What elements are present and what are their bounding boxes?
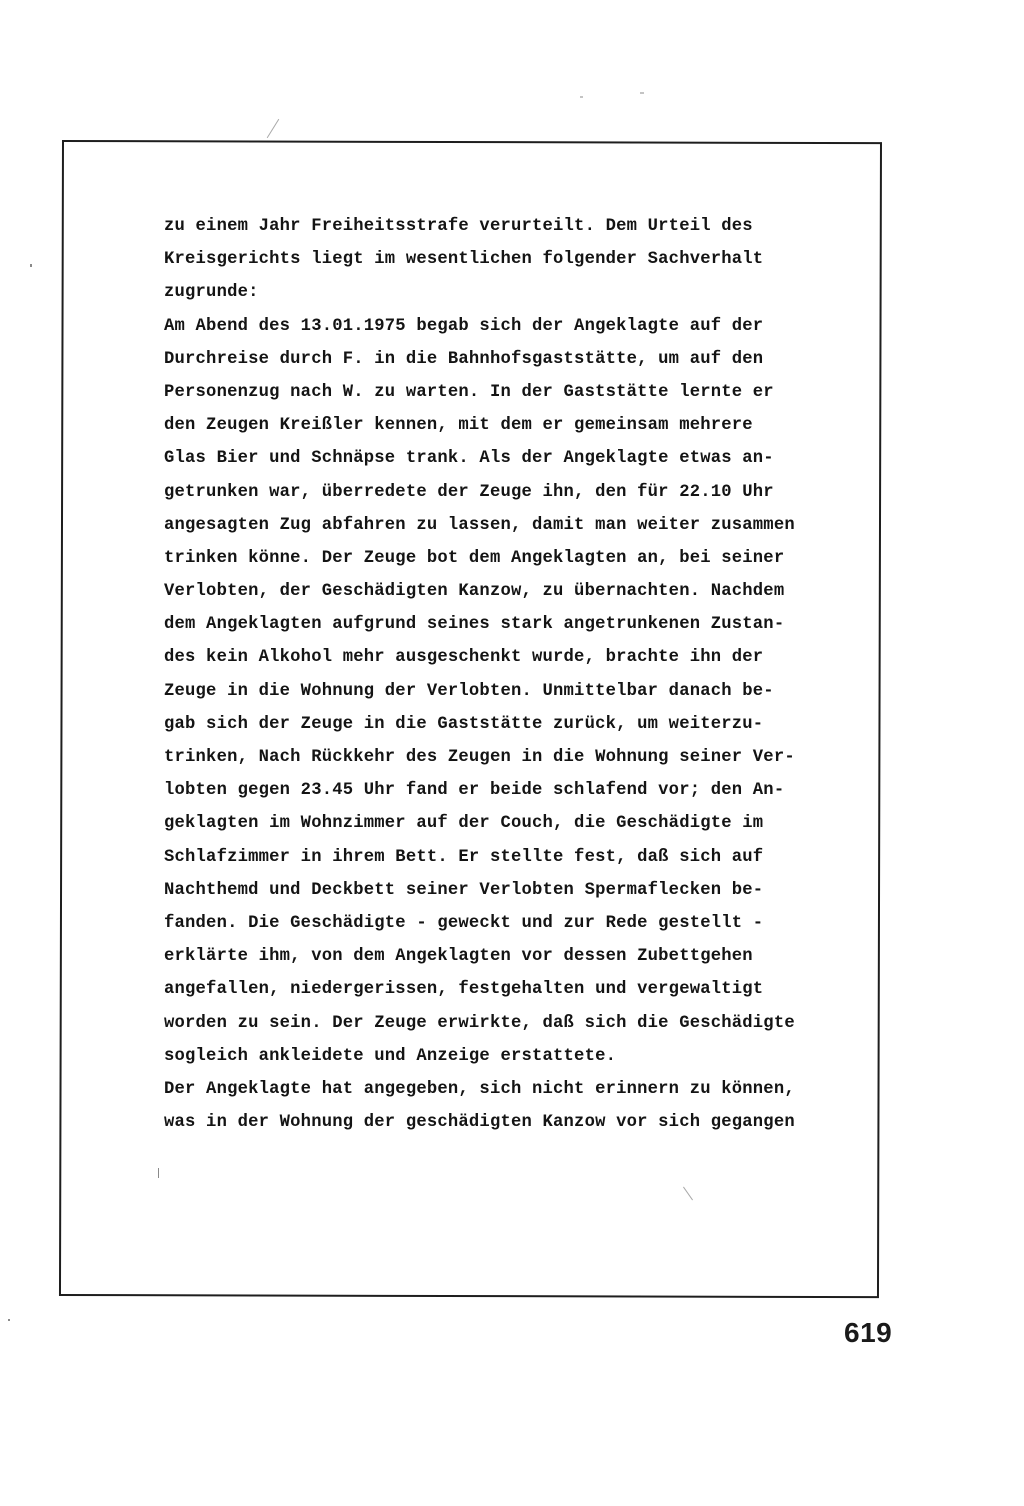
- text-line: Nachthemd und Deckbett seiner Verlobten Spermaflecken be-: [164, 880, 764, 900]
- scan-artifact: [30, 264, 32, 267]
- text-line: Zeuge in die Wohnung der Verlobten. Unmittelbar danach be-: [164, 681, 774, 701]
- body-text: [164, 210, 864, 1139]
- scan-artifact: [640, 92, 644, 94]
- text-line: fanden. Die Geschädigte - geweckt und zur Rede gestellt -: [164, 913, 764, 933]
- text-line: Glas Bier und Schnäpse trank. Als der Angeklagte etwas an-: [164, 449, 774, 469]
- text-line: Verlobten, der Geschädigten Kanzow, zu übernachten. Nachdem: [164, 582, 785, 602]
- text-line: worden zu sein. Der Zeuge erwirkte, daß sich die Geschädigte: [164, 1013, 795, 1033]
- text-line: Der Angeklagte hat angegeben, sich nicht erinnern zu können,: [164, 1079, 795, 1099]
- text-line: Kreisgerichts liegt im wesentlichen folgender Sachverhalt: [164, 250, 764, 270]
- scan-artifact: [580, 96, 583, 98]
- text-line: getrunken war, überredete der Zeuge ihn, den für 22.10 Uhr: [164, 482, 774, 502]
- text-line: Personenzug nach W. zu warten. In der Gaststätte lernte er: [164, 382, 774, 402]
- text-line: den Zeugen Kreißler kennen, mit dem er gemeinsam mehrere: [164, 416, 753, 436]
- text-line: Schlafzimmer in ihrem Bett. Er stellte fest, daß sich auf: [164, 847, 764, 867]
- text-line: lobten gegen 23.45 Uhr fand er beide schlafend vor; den An-: [164, 781, 785, 801]
- text-line: dem Angeklagten aufgrund seines stark angetrunkenen Zustan-: [164, 615, 785, 635]
- text-line: sogleich ankleidete und Anzeige erstattete.: [164, 1046, 617, 1066]
- scan-artifact: [267, 119, 280, 138]
- text-line: des kein Alkohol mehr ausgeschenkt wurde, brachte ihn der: [164, 648, 764, 668]
- scan-artifact: [158, 1168, 159, 1178]
- text-line: Am Abend des 13.01.1975 begab sich der Angeklagte auf der: [164, 316, 764, 336]
- text-line: trinken könne. Der Zeuge bot dem Angeklagten an, bei seiner: [164, 548, 785, 568]
- page-number: 619: [844, 1317, 893, 1348]
- text-line: erklärte ihm, von dem Angeklagten vor dessen Zubettgehen: [164, 947, 753, 967]
- text-line: gab sich der Zeuge in die Gaststätte zurück, um weiterzu-: [164, 714, 764, 734]
- text-line: angefallen, niedergerissen, festgehalten und vergewaltigt: [164, 980, 764, 1000]
- text-line: Durchreise durch F. in die Bahnhofsgaststätte, um auf den: [164, 349, 764, 369]
- text-line: geklagten im Wohnzimmer auf der Couch, die Geschädigte im: [164, 814, 764, 834]
- text-line: trinken, Nach Rückkehr des Zeugen in die Wohnung seiner Ver-: [164, 748, 795, 767]
- text-line: was in der Wohnung der geschädigten Kanzow vor sich gegangen: [164, 1113, 795, 1133]
- scan-artifact: [8, 1319, 10, 1321]
- text-line: angesagten Zug abfahren zu lassen, damit man weiter zusammen: [164, 515, 795, 535]
- text-line: zu einem Jahr Freiheitsstrafe verurteilt. Dem Urteil des: [164, 217, 753, 236]
- text-line: zugrunde:: [164, 283, 259, 303]
